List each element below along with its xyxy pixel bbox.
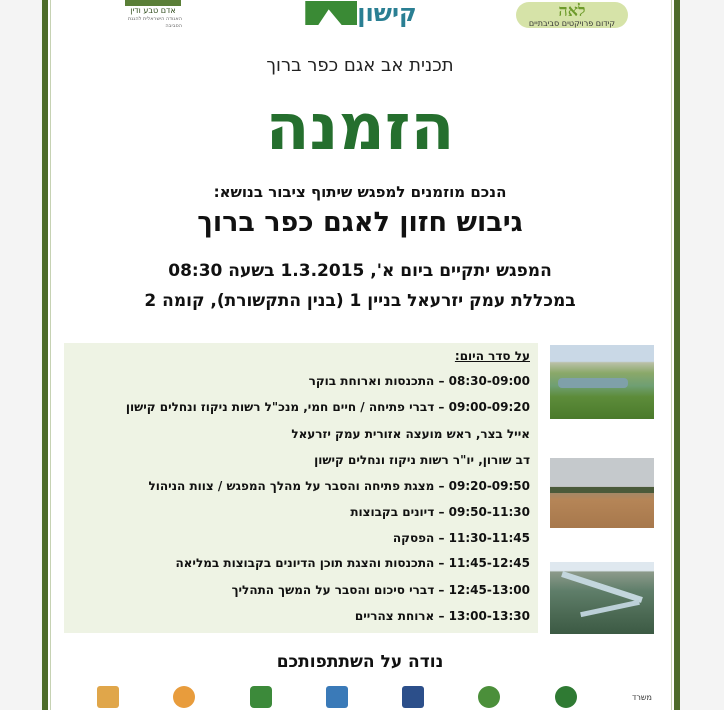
emblem-logo-icon [402, 686, 424, 708]
frame-border-right [674, 0, 680, 710]
thanks-line: נודה על השתתפותכם [276, 652, 444, 672]
kishon-mark-icon [305, 1, 357, 25]
partner-logos [90, 684, 660, 710]
invitation-heading: הזמנה [265, 91, 455, 165]
agenda-row: אייל בצר, ראש מועצה אזורית עמק יזרעאל [291, 427, 530, 441]
frame-border-left [42, 0, 48, 710]
partner-logo-circle [471, 684, 507, 710]
circle-logo-icon [478, 686, 500, 708]
wave-logo-icon [326, 686, 348, 708]
partner-logo-green-seal [548, 684, 584, 710]
agenda-row: 11:45-12:45 – התכנסות והצגת תוכן הדיונים בקבוצות במליאה [175, 556, 530, 570]
logo-kishon [296, 0, 432, 26]
partner-logo-ministry [624, 684, 660, 710]
plan-title: תכנית אב אגם כפר ברוך [266, 55, 454, 76]
logo-left-text: אדם טבע ודין [130, 6, 176, 15]
aerial-photo-3 [550, 562, 654, 634]
agenda-row: 12:45-13:00 – דברי סיכום והסבר על המשך התהליך [231, 583, 530, 597]
agenda-row: 11:30-11:45 – הפסקה [392, 531, 530, 545]
logo-lea-badge [516, 2, 628, 28]
logo-kishon-text: קישון [357, 0, 417, 27]
frame-inner-line-left [50, 0, 51, 710]
logo-lea [512, 0, 632, 30]
river-shape [561, 571, 643, 603]
agenda-row: דב שורון, יו"ר רשות ניקוז ונחלים קישון [314, 453, 530, 467]
meeting-topic: גיבוש חזון לאגם כפר ברוך [197, 207, 523, 238]
square-logo-icon [97, 686, 119, 708]
agenda-row: 08:30-09:00 – התכנסות וארוחת בוקר [308, 374, 530, 388]
partner-logo-emblem [395, 684, 431, 710]
partner-logo-blue [319, 684, 355, 710]
partner-logo-people [166, 684, 202, 710]
agenda-row: 09:50-11:30 – דיונים בקבוצות [350, 505, 530, 519]
water-shape [558, 378, 628, 388]
frame-inner-line-right [671, 0, 672, 710]
logo-lea-subtext: קידום פרויקטים סביבתיים [528, 18, 616, 28]
invited-line: הנכם מוזמנים למפגש שיתוף ציבור בנושא: [213, 183, 507, 201]
agenda-title: על סדר היום: [454, 349, 530, 363]
meeting-date-line: המפגש יתקיים ביום א', 1.3.2015 בשעה 08:30 [168, 261, 552, 281]
partner-logo-leaf [243, 684, 279, 710]
seal-logo-icon [555, 686, 577, 708]
logo-lea-text: לאה [558, 0, 586, 20]
leaf-logo-icon [250, 686, 272, 708]
flood-photo-2 [550, 458, 654, 528]
partner-logo-negev [90, 684, 126, 710]
logo-left-subtext: האגודה הישראלית להגנת הסביבה [127, 16, 182, 29]
ministry-logo-text: משרד [631, 692, 652, 702]
people-logo-icon [173, 686, 195, 708]
lake-photo-1 [550, 345, 654, 419]
agenda-row: 13:00-13:30 – ארוחת צהריים [354, 609, 530, 623]
agenda-row: 09:00-09:20 – דברי פתיחה / חיים חמי, מנכ"ל רשות ניקוז ונחלים קישון [125, 400, 530, 414]
agenda-row: 09:20-09:50 – מצגת פתיחה והסבר על מהלך המפגש / צוות הניהול [148, 479, 530, 493]
treeline-shape [550, 487, 654, 493]
logo-adam-teva-vadin [124, 0, 182, 30]
river-shape-2 [580, 600, 640, 617]
meeting-location-line: במכללת עמק יזרעאל בניין 1 (בנין התקשורת), קומה 2 [144, 291, 576, 311]
agenda-box [64, 343, 538, 633]
